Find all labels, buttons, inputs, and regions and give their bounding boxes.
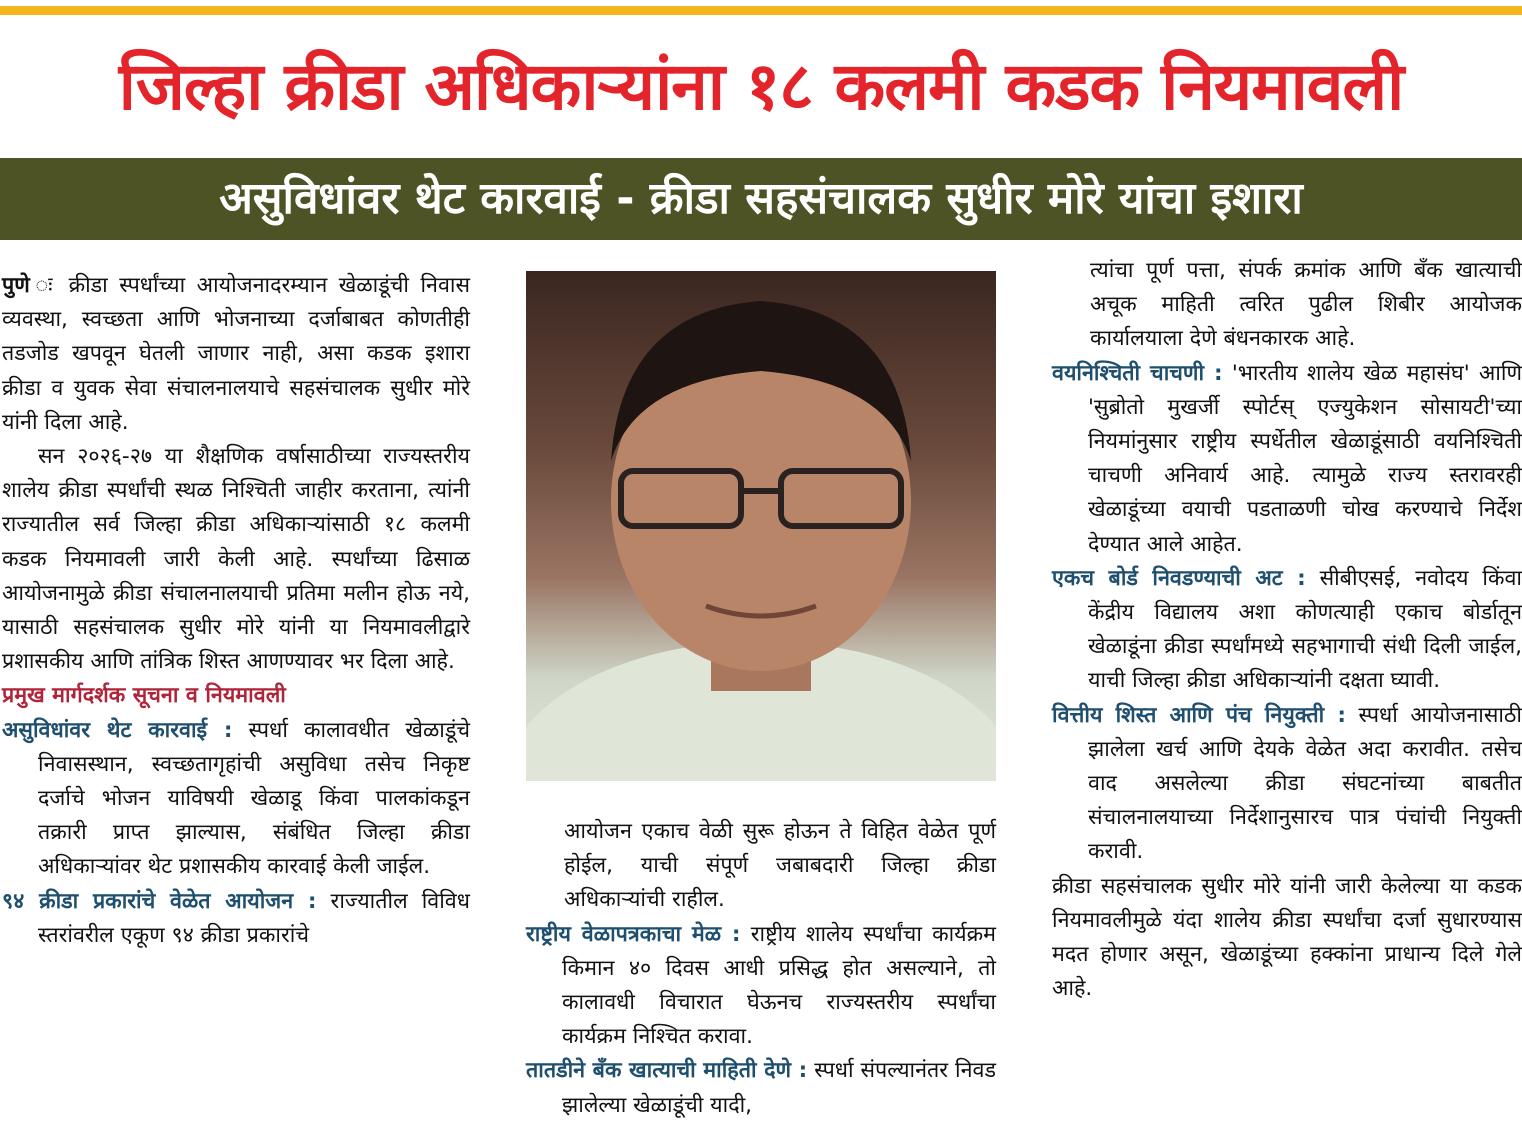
- headline: जिल्हा क्रीडा अधिकाऱ्यांना १८ कलमी कडक नियमावली: [118, 48, 1404, 125]
- rule-item-7-label: वित्तीय शिस्त आणि पंच नियुक्ती :: [1052, 702, 1346, 728]
- rule-item-3-label: राष्ट्रीय वेळापत्रकाचा मेळ :: [526, 921, 741, 947]
- rule-item-1-label: असुविधांवर थेट कारवाई :: [2, 717, 233, 743]
- article-column-1: [2, 269, 470, 953]
- rule-item-2: [2, 885, 470, 953]
- rule-item-3-text: राष्ट्रीय शालेय स्पर्धांचा कार्यक्रम किमान ४० दिवस आधी प्रसिद्ध होत असल्याने, तो कालावधी विचारात घेऊनच राज्यस्तरीय स्पर्धांचा कार्यक्रम निश्चित करावा.: [562, 921, 996, 1050]
- rule-item-7: [1052, 699, 1522, 870]
- article-column-2: [526, 815, 996, 1123]
- dateline: पुणे: [2, 273, 30, 298]
- portrait-illustration: [526, 271, 996, 781]
- top-accent-rule: [0, 6, 1522, 15]
- rule-item-6-text: सीबीएसई, नवोदय किंवा केंद्रीय विद्यालय अशा कोणत्याही एकाच बोर्डातून खेळाडूंना क्रीडा स्पर्धांमध्ये सहभागाची संधी दिली जाईल, याची जिल्हा क्रीडा अधिकाऱ्यांनी दक्षता घ्यावी.: [1088, 565, 1522, 694]
- rule-item-1: [2, 714, 470, 885]
- continued-text: आयोजन एकाच वेळी सुरू होऊन ते विहित वेळेत पूर्ण होईल, याची संपूर्ण जबाबदारी जिल्हा क्रीडा अधिकाऱ्यांची राहील.: [564, 819, 996, 913]
- rule-item-1-text: स्पर्धा कालावधीत खेळाडूंचे निवासस्थान, स्वच्छतागृहांची असुविधा तसेच निकृष्ट दर्जाचे भोजन याविषयी खेळाडू किंवा पालकांकडून तक्रारी प्राप्त झाल्यास, संबंधित जिल्हा क्रीडा अधिकाऱ्यांवर थेट प्रशासकीय कारवाई केली जाईल.: [38, 717, 471, 880]
- rule-item-6: [1052, 562, 1522, 699]
- rule-item-7-text: स्पर्धा आयोजनासाठी झालेला खर्च आणि देयके वेळेत अदा करावीत. तसेच वाद असलेल्या क्रीडा संघटनांच्या बाबतीत संचालनालयाच्या निर्देशानुसारच पात्र पंचांची नियुक्ती करावी.: [1088, 702, 1522, 865]
- intro-paragraph: [2, 269, 470, 440]
- rule-item-4-text: स्पर्धा संपल्यानंतर निवड झालेल्या खेळाडूंची यादी,: [562, 1058, 996, 1118]
- rule-item-3: [526, 918, 996, 1055]
- rule-item-5-text: 'भारतीय शालेय खेळ महासंघ' आणि 'सुब्रोतो मुखर्जी स्पोर्टस् एज्युकेशन सोसायटी'च्या नियमांनुसार राष्ट्रीय स्पर्धेतील खेळाडूंसाठी वयनिश्चिती चाचणी अनिवार्य आहे. त्यामुळे राज्य स्तरावरही खेळाडूंच्या वयाची पडताळणी चोख करण्याचे निर्देश देण्यात आले आहेत.: [1088, 360, 1522, 557]
- subheadline: असुविधांवर थेट कारवाई - क्रीडा सहसंचालक सुधीर मोरे यांचा इशारा: [0, 158, 1522, 240]
- continued-text-col3: त्यांचा पूर्ण पत्ता, संपर्क क्रमांक आणि बँक खात्याची अचूक माहिती त्वरित पुढील शिबीर आयोजक कार्यालयाला देणे बंधनकारक आहे.: [1090, 258, 1522, 352]
- rule-item-4-label: तातडीने बँक खात्याची माहिती देणे :: [526, 1058, 808, 1084]
- section-heading: प्रमुख मार्गदर्शक सूचना व नियमावली: [2, 683, 286, 709]
- portrait-photo: [526, 271, 996, 781]
- intro-text: ः क्रीडा स्पर्धांच्या आयोजनादरम्यान खेळाडूंची निवास व्यवस्था, स्वच्छता आणि भोजनाच्या दर्जाबाबत कोणतीही तडजोड खपवून घेतली जाणार नाही, असा कडक इशारा क्रीडा व युवक सेवा संचालनालयाचे सहसंचालक सुधीर मोरे यांनी दिला आहे.: [2, 273, 470, 435]
- rule-item-2-label: ९४ क्रीडा प्रकारांचे वेळेत आयोजन :: [2, 888, 317, 914]
- rule-item-6-label: एकच बोर्ड निवडण्याची अट :: [1052, 565, 1306, 591]
- rule-item-5: [1052, 357, 1522, 562]
- rule-item-2-text: राज्यातील विविध स्तरांवरील एकूण ९४ क्रीडा प्रकारांचे: [38, 888, 470, 948]
- paragraph-2: सन २०२६-२७ या शैक्षणिक वर्षासाठीच्या राज्यस्तरीय शालेय क्रीडा स्पर्धांची स्थळ निश्चिती जाहीर करताना, त्यांनी राज्यातील सर्व जिल्हा क्रीडा अधिकाऱ्यांसाठी १८ कलमी कडक नियमावली जारी केली आहे. स्पर्धांच्या ढिसाळ आयोजनामुळे क्रीडा संचालनालयाची प्रतिमा मलीन होऊ नये, यासाठी सहसंचालक सुधीर मोरे यांनी या नियमावलीद्वारे प्रशासकीय आणि तांत्रिक शिस्त आणण्यावर भर दिला आहे.: [2, 444, 470, 675]
- rule-item-5-label: वयनिश्चिती चाचणी :: [1052, 360, 1223, 386]
- rule-item-4: [526, 1054, 996, 1122]
- closing-paragraph: क्रीडा सहसंचालक सुधीर मोरे यांनी जारी केलेल्या या कडक नियमावलीमुळे यंदा शालेय क्रीडा स्पर्धांचा दर्जा सुधारण्यास मदत होणार असून, खेळाडूंच्या हक्कांना प्राधान्य दिले गेले आहे.: [1052, 873, 1522, 1002]
- article-column-3: [1052, 254, 1522, 1006]
